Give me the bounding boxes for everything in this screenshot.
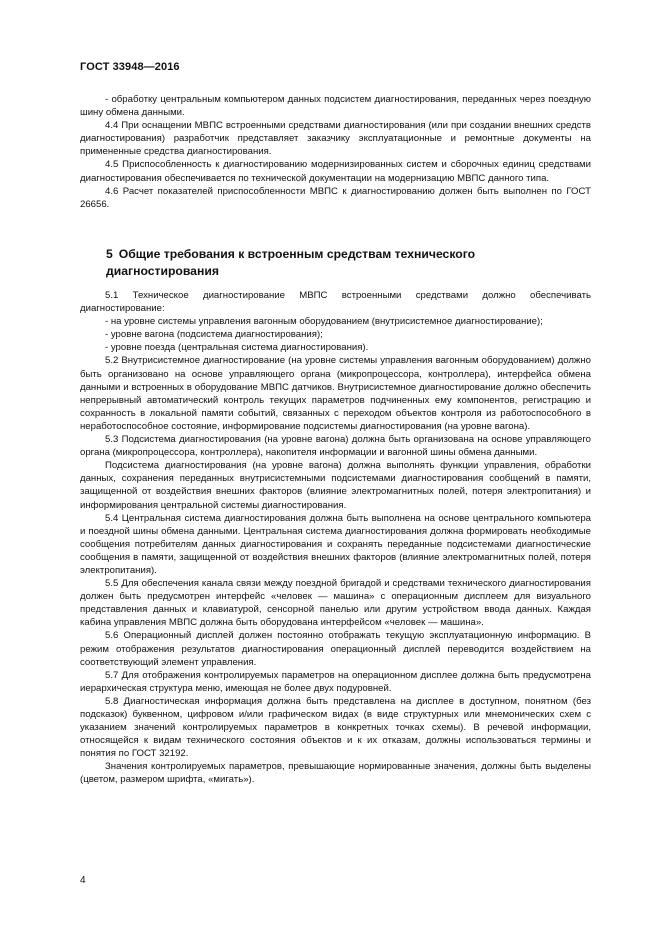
page-number: 4 <box>80 875 86 886</box>
body-paragraph: 5.2 Внутрисистемное диагностирование (на уровне системы управления вагонным оборудованием) должно быть организовано на основе управляющего органа (микропроцессора, контроллера), интерфейса обмена данными и встроенных в оборудование МВПС датчиков. Внутрисистемное диагностирование должно обеспечить непрерывный автоматический контроль текущих параметров подчиненных ему компонентов, регистрацию и сохранность в локальной памяти событий, связанных с переходом объектов контроля из работоспособного в неработоспособное состояние, информирование подсистемы диагностирования (на уровне вагона). <box>80 355 591 432</box>
intro-paragraph: 4.5 Приспособленность к диагностированию модернизированных систем и сборочных единиц средствами диагностирования обеспечивается по технической документации на модернизацию МВПС данного типа. <box>80 159 591 184</box>
intro-paragraph: 4.4 При оснащении МВПС встроенными средствами диагностирования (или при создании внешних средств диагностирования) разработчик представляет заказчику эксплуатационные и ремонтные документы на примененные средства диагностирования. <box>80 120 591 158</box>
body-paragraph: 5.1 Техническое диагностирование МВПС встроенными средствами должно обеспечивать диагностирование: <box>80 290 591 315</box>
list-item: - на уровне системы управления вагонным оборудованием (внутрисистемное диагностирование); <box>105 316 543 328</box>
section-body <box>80 289 591 787</box>
intro-text-block <box>80 93 591 211</box>
section-heading <box>106 246 576 280</box>
section-title-text: Общие требования к встроенным средствам технического диагностирования <box>106 247 476 278</box>
body-paragraph: 5.8 Диагностическая информация должна быть представлена на дисплее в доступном, понятном (без подсказок) буквенном, цифровом и/или графическом видах (в виде структурных или мнемонических схем с указанием значений контролируемых параметров в конкретных точках схемы). В речевой информации, относящейся к видам технического состояния объектов и к их отказам, должны использоваться термины и понятия по ГОСТ 32192. <box>80 695 591 760</box>
intro-paragraph: 4.6 Расчет показателей приспособленности МВПС к диагностированию должен быть выполнен по ГОСТ 26656. <box>80 185 591 210</box>
body-paragraph: Подсистема диагностирования (на уровне вагона) должна выполнять функции управления, обработки данных, сохранения переданных внутрисистемными подсистемами диагностирования сообщений в памяти, защищенной от воздействия внешних факторов (влияние электромагнитных полей, потеря электропитания) и информирования центральной системы диагностирования. <box>80 460 591 511</box>
body-paragraph: Значения контролируемых параметров, превышающие нормированные значения, должны быть выделены (цветом, размером шрифта, «мигать»). <box>80 761 591 786</box>
body-paragraph: 5.6 Операционный дисплей должен постоянно отображать текущую эксплуатационную информацию. В режим отображения результатов диагностирования операционный дисплей переводится воздействием на соответствующий элемент управления. <box>80 630 591 668</box>
document-code-header: ГОСТ 33948—2016 <box>80 61 180 73</box>
intro-paragraph: - обработку центральным компьютером данных подсистем диагностирования, переданных через поездную шину обмена данными. <box>80 94 591 119</box>
body-paragraph: 5.7 Для отображения контролируемых параметров на операционном дисплее должна быть предусмотрена иерархическая структура меню, имеющая не более двух подуровней. <box>80 669 591 694</box>
list-item: - уровне поезда (центральная система диагностирования). <box>105 342 369 354</box>
body-paragraph: 5.3 Подсистема диагностирования (на уровне вагона) должна быть организована на основе управляющего органа (микропроцессора, контроллера), накопителя информации и вагонной шины обмена данными. <box>80 434 591 459</box>
body-paragraph: 5.4 Центральная система диагностирования должна быть выполнена на основе центрального компьютера и поездной шины обмена данными. Центральная система диагностирования должна формировать необходимые сообщения потребителям данных диагностирования и сохранять переданные подсистемами диагностические сообщения в памяти, защищенной от воздействия внешних факторов (влияние электромагнитных полей, потеря электропитания). <box>80 512 591 576</box>
list-item: - уровне вагона (подсистема диагностирования); <box>105 329 323 341</box>
body-paragraph: 5.5 Для обеспечения канала связи между поездной бригадой и средствами технического диагностирования должен быть предусмотрен интерфейс «человек — машина» с операционным дисплеем для визуального представления данных и клавиатурой, сенсорной панелью или другим устройством ввода данных. Каждая кабина управления МВПС должна быть оборудована интерфейсом «человек — машина». <box>80 578 591 629</box>
section-number: 5 <box>106 247 113 261</box>
